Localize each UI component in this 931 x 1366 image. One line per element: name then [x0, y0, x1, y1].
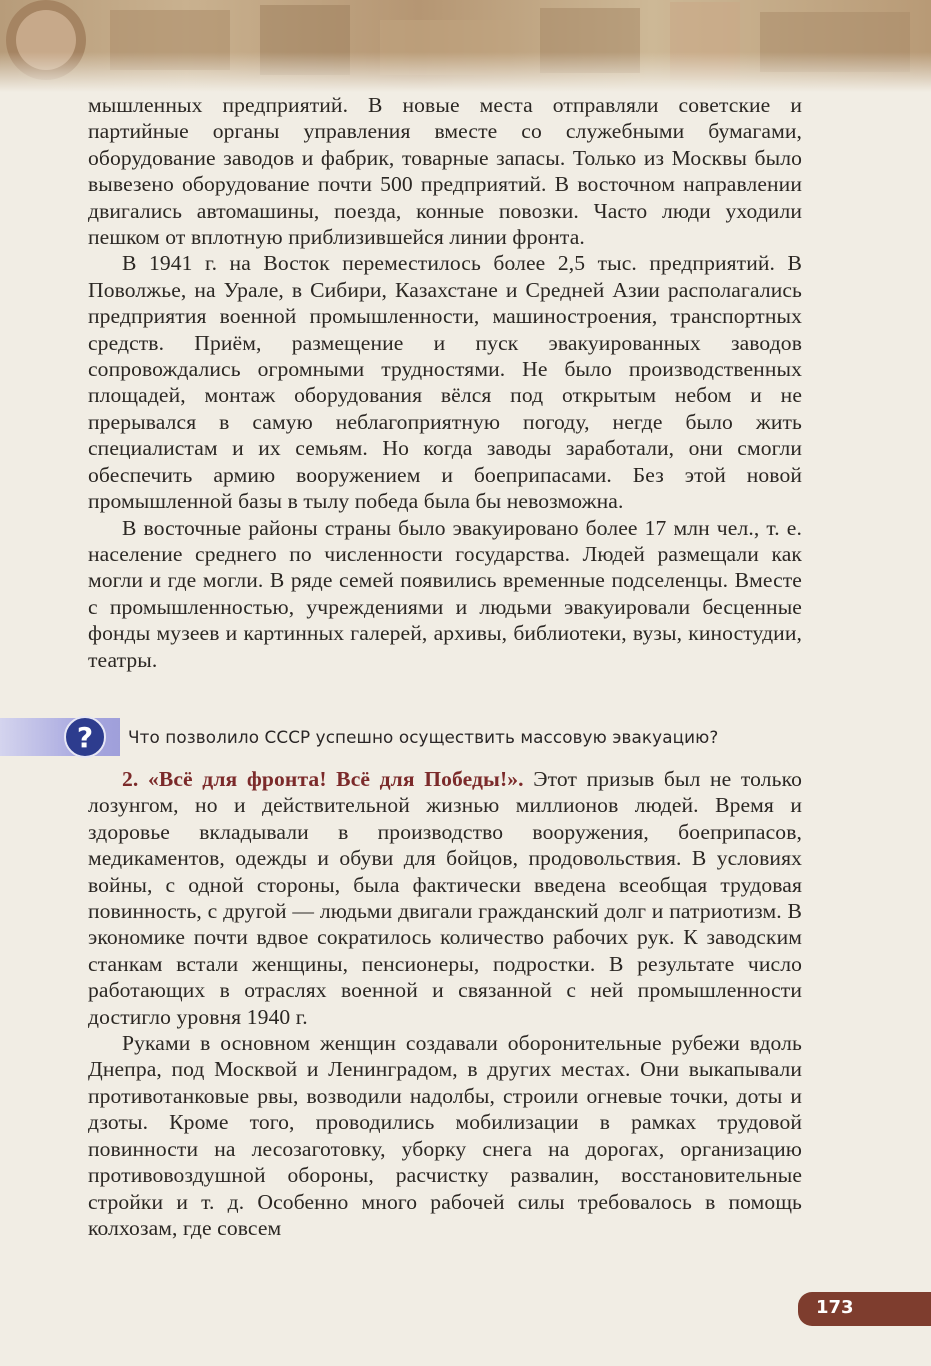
section-paragraph-text: Этот призыв был не только лозунгом, но и действительной жизнью миллионов людей. Время и здоровье вкладывали в производство вооружения, боеприпасов, медикаментов, одежды и обуви для бойцов, продовольствия. В условиях войны, с одной стороны, была фактически введена всеобщая трудовая повинность, с другой — людьми двигали гражданский долг и патриотизм. В экономике почти вдвое сократилось количество рабочих рук. К заводским станкам встали женщины, пенсионеры, подростки. В результате число работающих в отраслях военной и связанной с ней промышленности достигло уровня 1940 г.	[88, 767, 803, 1029]
section-paragraph	[88, 766, 802, 1030]
question-mark-icon	[64, 716, 106, 758]
section-title: 2. «Всё для фронта! Всё для Победы!».	[122, 767, 524, 791]
section-2	[88, 766, 802, 1241]
paragraph: Руками в основном женщин создавали оборонительные рубежи вдоль Днепра, под Москвой и Ленинградом, в других местах. Они выкапывали противотанковые рвы, возводили надолбы, строили огневые точки, доты и дзоты. Кроме того, проводились мобилизации в рамках трудовой повинности на лесозаготовку, уборку снега на дорогах, организацию противовоздушной обороны, расчистку развалин, восстановительные стройки и т. д. Особенно много рабочей силы требовалось в помощь колхозам, где совсем	[88, 1031, 802, 1240]
paragraph: В 1941 г. на Восток переместилось более 2,5 тыс. предприятий. В Поволжье, на Урале, в Сибири, Казахстане и Средней Азии располагались предприятия военной промышленности, машиностроения, транспортных средств. Приём, размещение и пуск эвакуированных заводов сопровождались огромными трудностями. Не было производственных площадей, монтаж оборудования вёлся под открытым небом и не прерывался в самую неблагоприятную погоду, негде было жить специалистам и их семьям. Но когда заводы заработали, они смогли обеспечить армию вооружением и боеприпасами. Без этой новой промышленной базы в тылу победа была бы невозможна.	[88, 251, 802, 514]
body-text-top	[88, 92, 802, 673]
paragraph: мышленных предприятий. В новые места отправляли советские и партийные органы управления вместе со служебными бумагами, оборудование заводов и фабрик, товарные запасы. Только из Москвы было вывезено оборудование почти 500 предприятий. В восточном направлении двигались автомашины, поезда, конные повозки. Часто люди уходили пешком от вплотную приблизившейся линии фронта.	[88, 93, 802, 250]
question-text: Что позволило СССР успешно осуществить массовую эвакуацию?	[128, 727, 719, 747]
page-number-tab	[798, 1292, 931, 1326]
header-banner-image	[0, 0, 931, 92]
question-symbol: ?	[76, 720, 94, 754]
paragraph: В восточные районы страны было эвакуировано более 17 млн чел., т. е. население среднего по численности государства. Людей размещали как могли и где могли. В ряде семей появились временные подселенцы. Вместе с промышленностью, учреждениями и людьми эвакуировали бесценные фонды музеев и картинных галерей, архивы, библиотеки, вузы, киностудии, театры.	[88, 515, 802, 672]
page-number: 173	[816, 1297, 854, 1318]
